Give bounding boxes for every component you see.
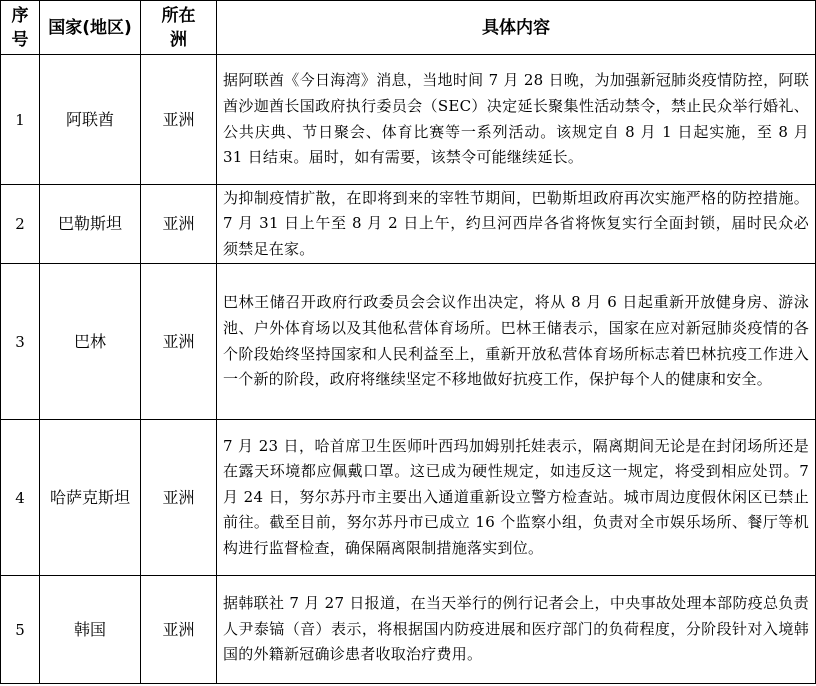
row-index: 5 (1, 576, 40, 684)
table-row (1, 55, 816, 185)
row-country: 巴林 (40, 264, 141, 420)
row-index: 1 (1, 55, 40, 185)
row-country: 哈萨克斯坦 (40, 420, 141, 576)
row-index: 4 (1, 420, 40, 576)
header-continent: 所在洲 (141, 1, 217, 55)
header-content: 具体内容 (217, 1, 816, 55)
row-content: 7 月 23 日，哈首席卫生医师叶西玛加姆别托娃表示，隔离期间无论是在封闭场所还是在露天环境都应佩戴口罩。这已成为硬性规定，如违反这一规定，将受到相应处罚。7 月 24 日，努尔苏丹市主要出入通道重新设立警方检查站。城市周边度假休闲区已禁止前往。截至目前，努尔苏丹市已成立 16 个监察小组，负责对全市娱乐场所、餐厅等机构进行监督检查，确保隔离限制措施落实到位。 (217, 420, 816, 576)
row-country: 韩国 (40, 576, 141, 684)
row-continent: 亚洲 (141, 185, 217, 264)
row-index: 2 (1, 185, 40, 264)
table-row (1, 576, 816, 684)
row-index: 3 (1, 264, 40, 420)
header-row (1, 1, 816, 55)
row-continent: 亚洲 (141, 576, 217, 684)
table-row (1, 185, 816, 264)
header-country: 国家(地区) (40, 1, 141, 55)
table-row (1, 420, 816, 576)
row-continent: 亚洲 (141, 55, 217, 185)
row-country: 阿联酋 (40, 55, 141, 185)
table-row (1, 264, 816, 420)
row-continent: 亚洲 (141, 264, 217, 420)
header-index: 序号 (1, 1, 40, 55)
row-content: 巴林王储召开政府行政委员会会议作出决定，将从 8 月 6 日起重新开放健身房、游泳池、户外体育场以及其他私营体育场所。巴林王储表示，国家在应对新冠肺炎疫情的各个阶段始终坚持国家和人民利益至上，重新开放私营体育场所标志着巴林抗疫工作进入一个新的阶段，政府将继续坚定不移地做好抗疫工作，保护每个人的健康和安全。 (217, 264, 816, 420)
row-content: 据韩联社 7 月 27 日报道，在当天举行的例行记者会上，中央事故处理本部防疫总负责人尹泰镐（音）表示，将根据国内防疫进展和医疗部门的负荷程度，分阶段针对入境韩国的外籍新冠确诊患者收取治疗费用。 (217, 576, 816, 684)
row-content: 据阿联酋《今日海湾》消息，当地时间 7 月 28 日晚，为加强新冠肺炎疫情防控，阿联酋沙迦酋长国政府执行委员会（SEC）决定延长聚集性活动禁令，禁止民众举行婚礼、公共庆典、节日聚会、体育比赛等一系列活动。该规定自 8 月 1 日起实施，至 8 月 31 日结束。届时，如有需要，该禁令可能继续延长。 (217, 55, 816, 185)
row-country: 巴勒斯坦 (40, 185, 141, 264)
row-continent: 亚洲 (141, 420, 217, 576)
row-content: 为抑制疫情扩散，在即将到来的宰牲节期间，巴勒斯坦政府再次实施严格的防控措施。7 月 31 日上午至 8 月 2 日上午，约旦河西岸各省将恢复实行全面封锁，届时民众必须禁足在家。 (217, 185, 816, 264)
